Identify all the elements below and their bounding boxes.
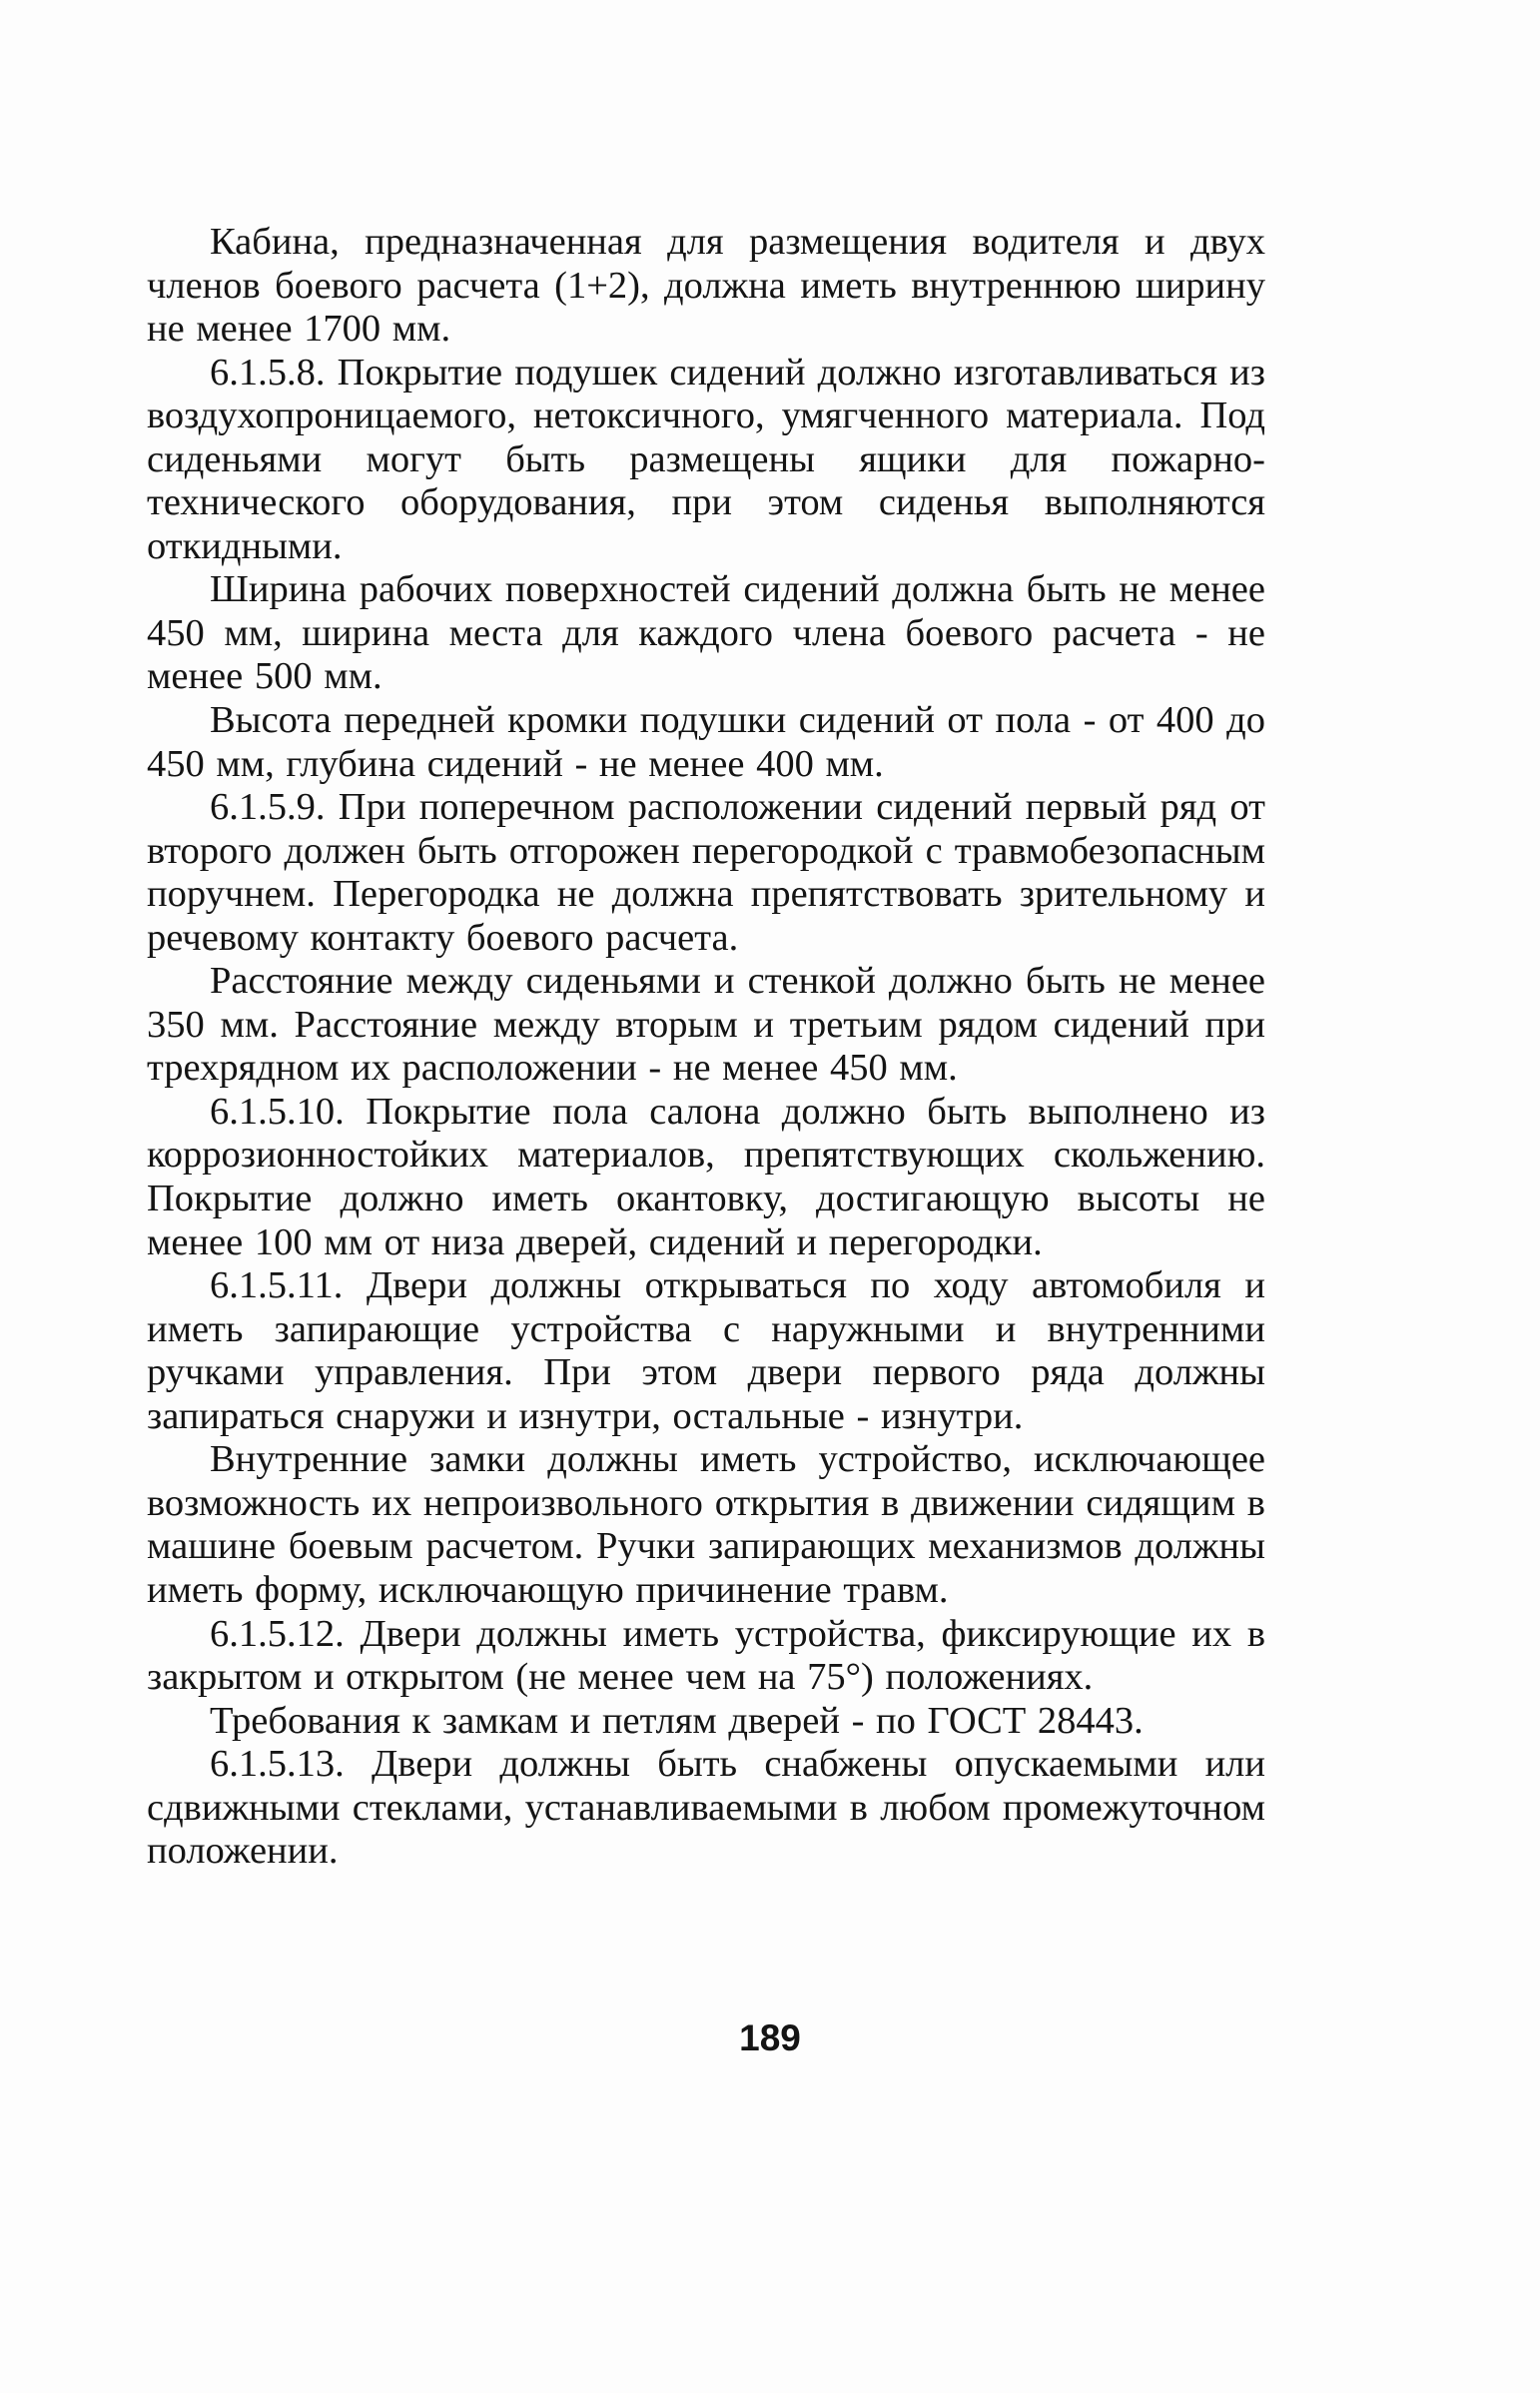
paragraph-seat-height: Высота передней кромки подушки сидений от пола - от 400 до 450 мм, глубина сидений - не менее 400 мм.: [147, 699, 1265, 785]
paragraph-cabin-width: Кабина, предназначенная для размещения водителя и двух членов боевого расчета (1+2), должна иметь внутреннюю ширину не менее 1700 мм.: [147, 221, 1265, 351]
paragraph-6-1-5-9: 6.1.5.9. При поперечном расположении сидений первый ряд от второго должен быть отгорожен перегородкой с травмобезопасным поручнем. Перегородка не должна препятствовать зрительному и речевому контакту боевого расчета.: [147, 786, 1265, 959]
paragraph-6-1-5-8: 6.1.5.8. Покрытие подушек сидений должно изготавливаться из воздухопроницаемого, нетоксичного, умягченного материала. Под сиденьями могут быть размещены ящики для пожарно-технического оборудования, при этом сиденья выполняются откидными.: [147, 351, 1265, 567]
paragraph-seat-width: Ширина рабочих поверхностей сидений должна быть не менее 450 мм, ширина места для каждого члена боевого расчета - не менее 500 мм.: [147, 568, 1265, 698]
paragraph-seat-distance: Расстояние между сиденьями и стенкой должно быть не менее 350 мм. Расстояние между вторым и третьим рядом сидений при трехрядном их расположении - не менее 450 мм.: [147, 960, 1265, 1090]
paragraph-gost-reference: Требования к замкам и петлям дверей - по ГОСТ 28443.: [210, 1699, 1144, 1742]
paragraph-6-1-5-12: 6.1.5.12. Двери должны иметь устройства, фиксирующие их в закрытом и открытом (не менее чем на 75°) положениях.: [147, 1612, 1265, 1699]
body-text: [147, 221, 1265, 1874]
paragraph-inner-locks: Внутренние замки должны иметь устройство, исключающее возможность их непроизвольного открытия в движении сидящим в машине боевым расчетом. Ручки запирающих механизмов должны иметь форму, исключающую причинение травм.: [147, 1438, 1265, 1611]
paragraph-6-1-5-10: 6.1.5.10. Покрытие пола салона должно быть выполнено из коррозионностойких материалов, препятствующих скольжению. Покрытие должно иметь окантовку, достигающую высоты не менее 100 мм от низа дверей, сидений и перегородки.: [147, 1090, 1265, 1263]
page-number: 189: [739, 2017, 801, 2058]
paragraph-6-1-5-13: 6.1.5.13. Двери должны быть снабжены опускаемыми или сдвижными стеклами, устанавливаемыми в любом промежуточном положении.: [147, 1743, 1265, 1873]
paragraph-6-1-5-11: 6.1.5.11. Двери должны открываться по ходу автомобиля и иметь запирающие устройства с наружными и внутренними ручками управления. При этом двери первого ряда должны запираться снаружи и изнутри, остальные - изнутри.: [147, 1264, 1265, 1437]
